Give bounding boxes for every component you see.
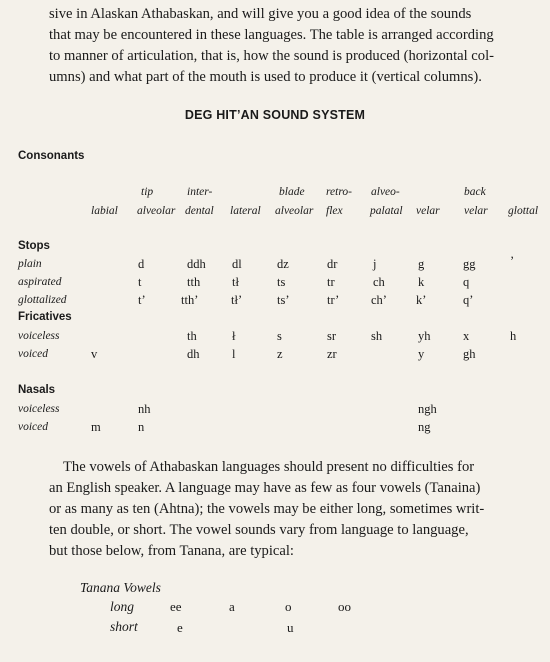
- cell-glottalized-alveolar: t’: [138, 293, 146, 307]
- col-header-labial: labial: [91, 205, 118, 217]
- col-header-lateral: lateral: [230, 205, 261, 217]
- col-header-top-backvelar: back: [464, 186, 486, 198]
- stops-heading: Stops: [18, 240, 50, 252]
- vowel-short: u: [287, 620, 294, 635]
- col-header-flex: flex: [326, 205, 343, 217]
- col-header-dental: dental: [185, 205, 214, 217]
- nasals-heading: Nasals: [18, 384, 56, 396]
- col-header-top-dental: inter-: [187, 186, 213, 198]
- cell-aspirated-flex: tr: [327, 275, 335, 289]
- text-line: The vowels of Athabaskan languages should present no difficulties for: [63, 459, 475, 475]
- fricatives-heading: Fricatives: [18, 311, 72, 323]
- text-line: to manner of articulation, that is, how the sound is produced (horizontal col-: [49, 48, 494, 64]
- cell-aspirated-lateral: tł: [232, 275, 239, 289]
- cell-glottalized-lateral: tł’: [231, 293, 243, 307]
- text-line: ten double, or short. The vowel sounds vary from language to language,: [49, 522, 469, 538]
- row-label-voiced: voiced: [18, 348, 49, 360]
- col-header-top-palatal: alveo-: [371, 186, 400, 198]
- cell-plain-velar: g: [418, 257, 425, 271]
- cell-fric-voiced-lateral: l: [232, 347, 236, 361]
- vowels-paragraph: [49, 457, 531, 562]
- cell-nasal-voiced-alveolar: n: [138, 420, 145, 434]
- vowel-long: oo: [338, 599, 351, 614]
- cell-fric-voiceless-lateral: ł: [232, 329, 236, 343]
- col-header-top-flex: retro-: [326, 186, 352, 198]
- row-label-glottalized: glottalized: [18, 294, 67, 306]
- col-header-alveolar: alveolar: [137, 205, 176, 217]
- cell-aspirated-palatal: ch: [373, 275, 385, 289]
- col-header-backvelar: velar: [464, 205, 488, 217]
- cell-plain-lateral: dl: [232, 257, 242, 271]
- cell-fric-voiceless-backvelar: x: [463, 329, 470, 343]
- col-header-velar: velar: [416, 205, 440, 217]
- vowel-short: e: [177, 620, 183, 635]
- cell-plain-backvelar: gg: [463, 257, 476, 271]
- cell-nasal-voiceless-velar: ngh: [418, 402, 437, 416]
- cell-glottalized-flex: tr’: [327, 293, 340, 307]
- cell-plain-dental: ddh: [187, 257, 206, 271]
- cell-fric-voiceless-blade: s: [277, 329, 282, 343]
- vowel-row-label-long: long: [110, 599, 135, 614]
- cell-fric-voiced-velar: y: [418, 347, 425, 361]
- consonants-heading: Consonants: [18, 150, 85, 162]
- text-line: that may be encountered in these languages. The table is arranged according: [49, 27, 494, 43]
- cell-aspirated-backvelar: q: [463, 275, 470, 289]
- cell-glottalized-backvelar: q’: [463, 293, 474, 307]
- text-line: but those below, from Tanana, are typical:: [49, 543, 294, 559]
- cell-nasal-voiced-velar: ng: [418, 420, 431, 434]
- cell-nasal-voiceless-alveolar: nh: [138, 402, 151, 416]
- cell-aspirated-alveolar: t: [138, 275, 142, 289]
- cell-plain-palatal: j: [373, 257, 377, 271]
- cell-plain-glottal: ’: [510, 254, 515, 268]
- cell-fric-voiced-backvelar: gh: [463, 347, 476, 361]
- text-line: an English speaker. A language may have as few as four vowels (Tanaina): [49, 480, 481, 496]
- text-line: umns) and what part of the mouth is used to produce it (vertical columns).: [49, 69, 482, 85]
- text-line: or as many as ten (Ahtna); the vowels may be either long, sometimes writ-: [49, 501, 485, 517]
- cell-aspirated-dental: tth: [187, 275, 201, 289]
- vowel-long: a: [229, 599, 235, 614]
- cell-glottalized-palatal: ch’: [371, 293, 387, 307]
- cell-fric-voiced-blade: z: [277, 347, 283, 361]
- cell-plain-blade: dz: [277, 257, 289, 271]
- tanana-vowels-title: Tanana Vowels: [80, 580, 161, 595]
- cell-nasal-voiced-labial: m: [91, 420, 101, 434]
- col-header-glottal: glottal: [508, 205, 539, 217]
- row-label-nasal-voiceless: voiceless: [18, 403, 60, 415]
- col-header-blade: alveolar: [275, 205, 314, 217]
- cell-fric-voiceless-glottal: h: [510, 329, 517, 343]
- col-header-top-alveolar: tip: [141, 186, 154, 198]
- cell-glottalized-blade: ts’: [277, 293, 290, 307]
- cell-glottalized-dental: tth’: [181, 293, 199, 307]
- intro-paragraph: [49, 4, 531, 88]
- row-label-plain: plain: [18, 258, 42, 270]
- cell-fric-voiceless-velar: yh: [418, 329, 431, 343]
- col-header-top-blade: blade: [279, 186, 305, 198]
- text-line: sive in Alaskan Athabaskan, and will give you a good idea of the sounds: [49, 6, 472, 22]
- cell-fric-voiceless-flex: sr: [327, 329, 337, 343]
- row-label-aspirated: aspirated: [18, 276, 62, 288]
- row-label-nasal-voiced: voiced: [18, 421, 49, 433]
- cell-plain-flex: dr: [327, 257, 338, 271]
- vowel-long: o: [285, 599, 292, 614]
- cell-fric-voiced-dental: dh: [187, 347, 200, 361]
- cell-aspirated-velar: k: [418, 275, 425, 289]
- vowel-long: ee: [170, 599, 182, 614]
- col-header-palatal: palatal: [370, 205, 403, 217]
- vowel-row-label-short: short: [110, 619, 138, 634]
- cell-fric-voiceless-palatal: sh: [371, 329, 383, 343]
- cell-aspirated-blade: ts: [277, 275, 286, 289]
- cell-plain-alveolar: d: [138, 257, 145, 271]
- cell-fric-voiced-labial: v: [91, 347, 98, 361]
- table-title: DEG HIT’AN SOUND SYSTEM: [184, 108, 366, 122]
- cell-fric-voiced-flex: zr: [327, 347, 337, 361]
- cell-fric-voiceless-dental: th: [187, 329, 197, 343]
- cell-glottalized-velar: k’: [416, 293, 427, 307]
- row-label-voiceless: voiceless: [18, 330, 60, 342]
